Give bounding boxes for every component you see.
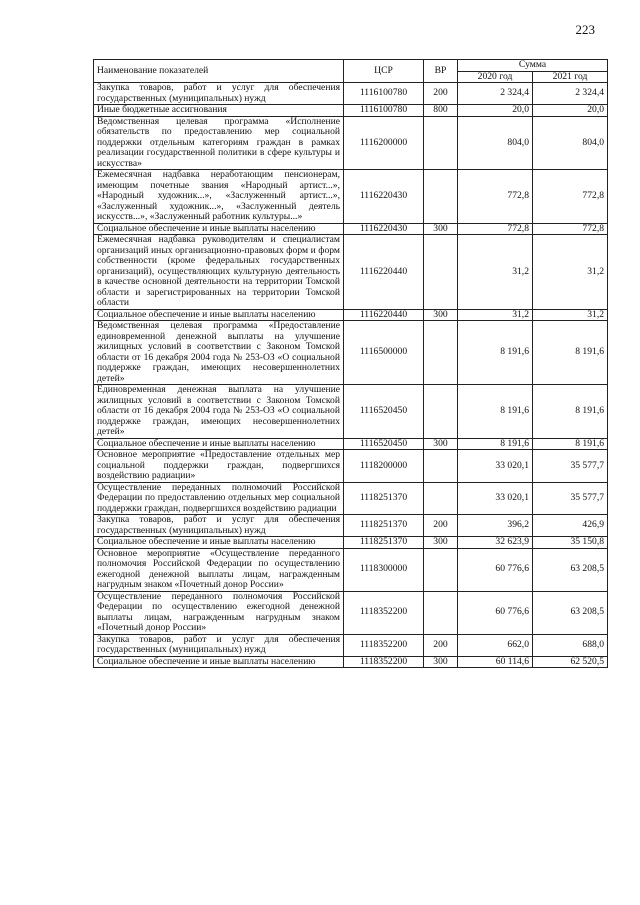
row-vr-cell: 200 [424,634,458,656]
table-row [94,385,608,439]
table-row [94,235,608,310]
row-sum-2020-cell: 8 191,6 [458,321,533,385]
row-sum-2021-cell: 426,9 [533,515,608,537]
row-sum-2020-cell: 60 776,6 [458,591,533,634]
table-row [94,591,608,634]
row-sum-2021-cell: 2 324,4 [533,83,608,105]
row-csr-cell: 1116220430 [344,223,424,235]
table-body [94,83,608,668]
row-sum-2021-cell: 20,0 [533,105,608,117]
row-name-cell: Закупка товаров, работ и услуг для обеспечения государственных (муниципальных) нужд [94,83,344,105]
row-vr-cell: 300 [424,537,458,549]
row-csr-cell: 1116500000 [344,321,424,385]
table-row [94,116,608,170]
header-year-2021: 2021 год [533,71,608,83]
row-sum-2020-cell: 662,0 [458,634,533,656]
table-row [94,309,608,321]
table-row [94,656,608,668]
row-vr-cell [424,321,458,385]
row-name-cell: Закупка товаров, работ и услуг для обеспечения государственных (муниципальных) нужд [94,515,344,537]
header-sum: Сумма [458,60,608,72]
table-row [94,634,608,656]
row-csr-cell: 1116520450 [344,385,424,439]
row-sum-2021-cell: 35 577,7 [533,450,608,483]
row-csr-cell: 1118352200 [344,591,424,634]
page-number: 223 [575,22,595,37]
row-name-cell: Основное мероприятие «Осуществление переданного полномочия Российской Федерации по осуществлению ежегодной денежной выплаты лицам, награжденным нагрудным знаком «Почетный донор России» [94,548,344,591]
row-name-cell: Ведомственная целевая программа «Исполнение обязательств по предоставлению мер социальной поддержки отдельным категориям граждан в рамках реализации государственной политики в сфере культуры и искусства» [94,116,344,170]
row-sum-2021-cell: 8 191,6 [533,438,608,450]
row-csr-cell: 1118352200 [344,634,424,656]
row-sum-2021-cell: 772,8 [533,170,608,224]
row-vr-cell [424,170,458,224]
row-name-cell: Основное мероприятие «Предоставление отдельных мер социальной поддержки граждан, подвергшихся воздействию радиации» [94,450,344,483]
row-sum-2020-cell: 31,2 [458,309,533,321]
row-sum-2021-cell: 31,2 [533,235,608,310]
row-csr-cell: 1118200000 [344,450,424,483]
row-sum-2020-cell: 396,2 [458,515,533,537]
row-name-cell: Социальное обеспечение и иные выплаты населению [94,656,344,668]
row-name-cell: Социальное обеспечение и иные выплаты населению [94,309,344,321]
row-vr-cell [424,116,458,170]
row-sum-2020-cell: 20,0 [458,105,533,117]
row-sum-2021-cell: 35 577,7 [533,482,608,515]
row-csr-cell: 1116200000 [344,116,424,170]
table-row [94,548,608,591]
row-name-cell: Закупка товаров, работ и услуг для обеспечения государственных (муниципальных) нужд [94,634,344,656]
header-year-2020: 2020 год [458,71,533,83]
table-row [94,438,608,450]
row-sum-2021-cell: 63 208,5 [533,548,608,591]
budget-table [93,59,608,668]
row-sum-2020-cell: 2 324,4 [458,83,533,105]
table-row [94,450,608,483]
row-vr-cell: 300 [424,223,458,235]
row-vr-cell: 200 [424,83,458,105]
row-name-cell: Социальное обеспечение и иные выплаты населению [94,438,344,450]
row-csr-cell: 1118251370 [344,482,424,515]
row-csr-cell: 1116520450 [344,438,424,450]
row-vr-cell [424,548,458,591]
row-vr-cell [424,235,458,310]
row-name-cell: Единовременная денежная выплата на улучшение жилищных условий в соответствии с Законом Томской области от 16 декабря 2004 года № 253-ОЗ «О социальной поддержке граждан, имеющих несовершеннолетних детей» [94,385,344,439]
row-sum-2021-cell: 772,8 [533,223,608,235]
row-sum-2021-cell: 62 520,5 [533,656,608,668]
row-sum-2020-cell: 60 776,6 [458,548,533,591]
row-name-cell: Социальное обеспечение и иные выплаты населению [94,537,344,549]
row-sum-2021-cell: 8 191,6 [533,385,608,439]
row-name-cell: Иные бюджетные ассигнования [94,105,344,117]
row-sum-2021-cell: 804,0 [533,116,608,170]
header-name: Наименование показателей [94,60,344,83]
table-row [94,537,608,549]
row-name-cell: Ведомственная целевая программа «Предоставление единовременной денежной выплаты на улучшение жилищных условий в соответствии с Законом Томской области от 16 декабря 2004 года № 253-ОЗ «О социальной поддержке граждан, имеющих несовершеннолетних детей» [94,321,344,385]
table-row [94,223,608,235]
row-sum-2020-cell: 772,8 [458,223,533,235]
row-csr-cell: 1118300000 [344,548,424,591]
row-sum-2021-cell: 8 191,6 [533,321,608,385]
row-sum-2020-cell: 60 114,6 [458,656,533,668]
row-csr-cell: 1118352200 [344,656,424,668]
row-vr-cell: 300 [424,438,458,450]
row-sum-2020-cell: 33 020,1 [458,482,533,515]
row-vr-cell [424,482,458,515]
row-sum-2020-cell: 8 191,6 [458,438,533,450]
row-name-cell: Ежемесячная надбавка руководителям и специалистам организаций иных организационно-правовых форм и форм собственности (кроме федеральных государственных организаций), осуществляющих культурную деятельность в качестве основной деятельности на территории Томской области и зарегистрированных на территории Томской области [94,235,344,310]
row-csr-cell: 1116220440 [344,309,424,321]
row-vr-cell [424,450,458,483]
row-sum-2020-cell: 33 020,1 [458,450,533,483]
row-vr-cell: 800 [424,105,458,117]
row-csr-cell: 1118251370 [344,515,424,537]
row-sum-2021-cell: 63 208,5 [533,591,608,634]
row-name-cell: Осуществление переданного полномочия Российской Федерации по осуществлению ежегодной денежной выплаты лицам, награжденным нагрудным знаком «Почетный донор России» [94,591,344,634]
table-header-row [94,60,608,72]
row-sum-2021-cell: 35 150,8 [533,537,608,549]
row-name-cell: Осуществление переданных полномочий Российской Федерации по предоставлению отдельных мер социальной поддержки граждан, подвергшихся воздействию радиации [94,482,344,515]
row-sum-2020-cell: 772,8 [458,170,533,224]
row-sum-2020-cell: 804,0 [458,116,533,170]
row-sum-2021-cell: 688,0 [533,634,608,656]
row-vr-cell: 300 [424,656,458,668]
row-vr-cell [424,385,458,439]
table-row [94,515,608,537]
row-csr-cell: 1116100780 [344,105,424,117]
table-row [94,482,608,515]
row-name-cell: Социальное обеспечение и иные выплаты населению [94,223,344,235]
row-sum-2020-cell: 31,2 [458,235,533,310]
table-row [94,170,608,224]
row-csr-cell: 1116220430 [344,170,424,224]
table-row [94,105,608,117]
row-csr-cell: 1116220440 [344,235,424,310]
row-csr-cell: 1116100780 [344,83,424,105]
row-csr-cell: 1118251370 [344,537,424,549]
row-name-cell: Ежемесячная надбавка неработающим пенсионерам, имеющим почетные звания «Народный артист...», «Народный художник...», «Заслуженный артист...», «Заслуженный художник...», «Заслуженный деятель искусств...», «Заслуженный работник культуры...» [94,170,344,224]
row-sum-2021-cell: 31,2 [533,309,608,321]
table-row [94,83,608,105]
row-sum-2020-cell: 32 623,9 [458,537,533,549]
header-vr: ВР [424,60,458,83]
row-vr-cell: 300 [424,309,458,321]
table-row [94,321,608,385]
row-vr-cell: 200 [424,515,458,537]
row-sum-2020-cell: 8 191,6 [458,385,533,439]
row-vr-cell [424,591,458,634]
header-csr: ЦСР [344,60,424,83]
